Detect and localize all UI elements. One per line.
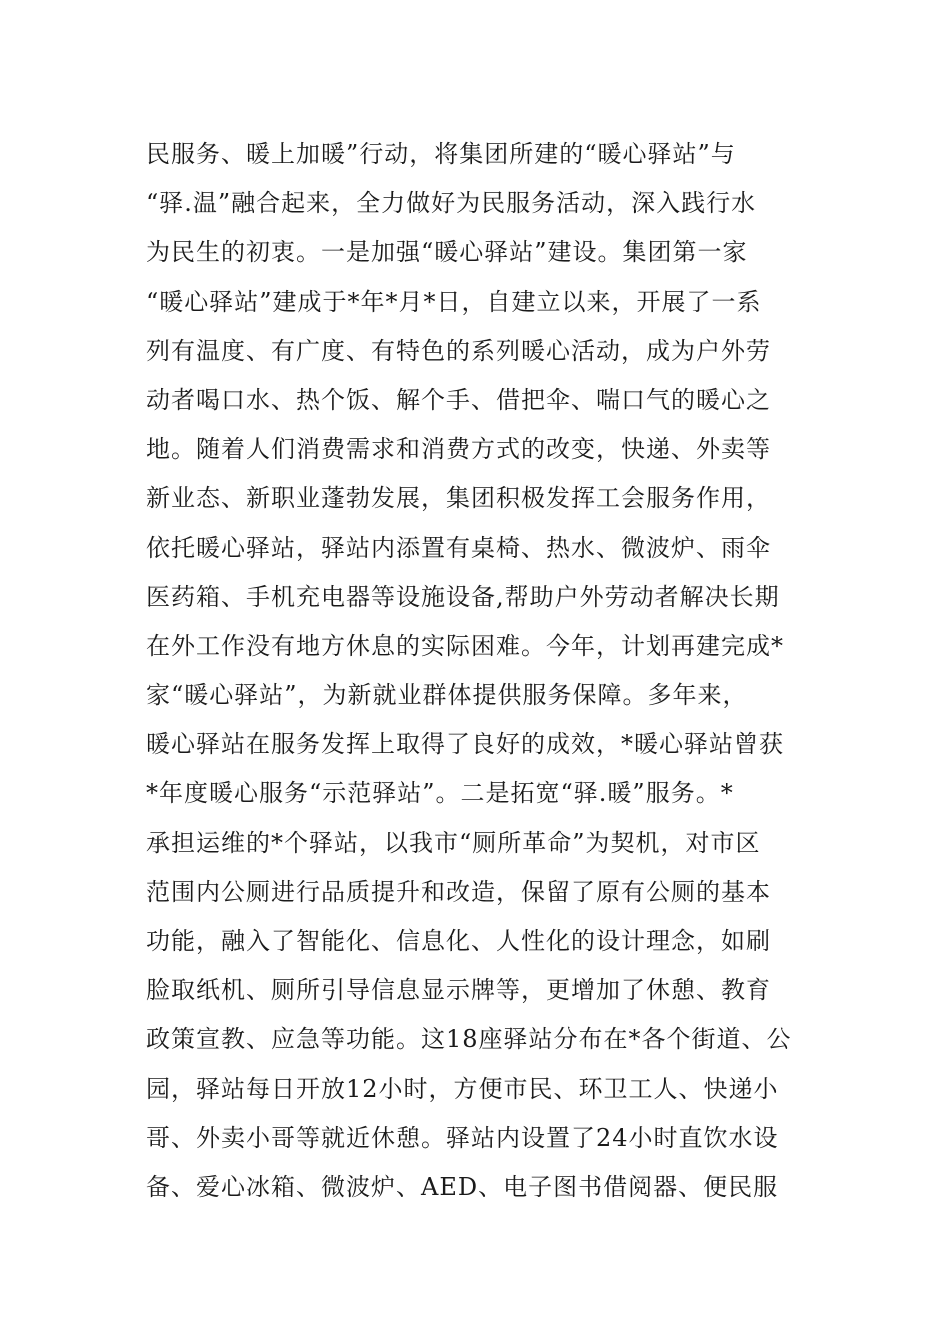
text-line: 动者喝口水、热个饭、解个手、借把伞、喘口气的暖心之: [146, 385, 771, 414]
text-line: *年度暖心服务“示范驿站”。二是拓宽“驿.暖”服务。*: [146, 779, 734, 808]
text-line: 为民生的初衷。一是加强“暖心驿站”建设。集团第一家: [146, 238, 748, 267]
text-line: 医药箱、手机充电器等设施设备,帮助户外劳动者解决长期: [146, 582, 780, 611]
text-line: 暖心驿站在服务发挥上取得了良好的成效，*暖心驿站曾获: [146, 730, 784, 759]
text-line: 在外工作没有地方休息的实际困难。今年，计划再建完成*: [146, 631, 784, 660]
text-line: 新业态、新职业蓬勃发展，集团积极发挥工会服务作用，: [146, 484, 771, 513]
text-line: 哥、外卖小哥等就近休憩。驿站内设置了24小时直饮水设: [146, 1123, 779, 1152]
text-line: 列有温度、有广度、有特色的系列暖心活动，成为户外劳: [146, 336, 771, 365]
text-line: 依托暖心驿站，驿站内添置有桌椅、热水、微波炉、雨伞: [146, 533, 771, 562]
text-line: 家“暖心驿站”，为新就业群体提供服务保障。多年来，: [146, 681, 748, 710]
text-line: 政策宣教、应急等功能。这18座驿站分布在*各个街道、公: [146, 1025, 792, 1054]
text-line: 民服务、暖上加暖”行动，将集团所建的“暖心驿站”与: [146, 140, 736, 168]
text-line: 承担运维的*个驿站，以我市“厕所革命”为契机，对市区: [146, 828, 761, 857]
text-line: “暖心驿站”建成于*年*月*日，自建立以来，开展了一系: [146, 287, 762, 316]
text-line: 功能，融入了智能化、信息化、人性化的设计理念，如刷: [146, 927, 771, 955]
text-line: “驿.温”融合起来，全力做好为民服务活动，深入践行水: [146, 189, 757, 218]
text-line: 园，驿站每日开放12小时，方便市民、环卫工人、快递小: [146, 1074, 779, 1103]
text-line: 地。随着人们消费需求和消费方式的改变，快递、外卖等: [146, 435, 771, 464]
text-line: 范围内公厕进行品质提升和改造，保留了原有公厕的基本: [146, 877, 771, 906]
document-body: [146, 130, 816, 1212]
text-line: 脸取纸机、厕所引导信息显示牌等，更增加了休憩、教育: [146, 976, 771, 1005]
text-line: 备、爱心冰箱、微波炉、AED、电子图书借阅器、便民服: [146, 1172, 779, 1201]
